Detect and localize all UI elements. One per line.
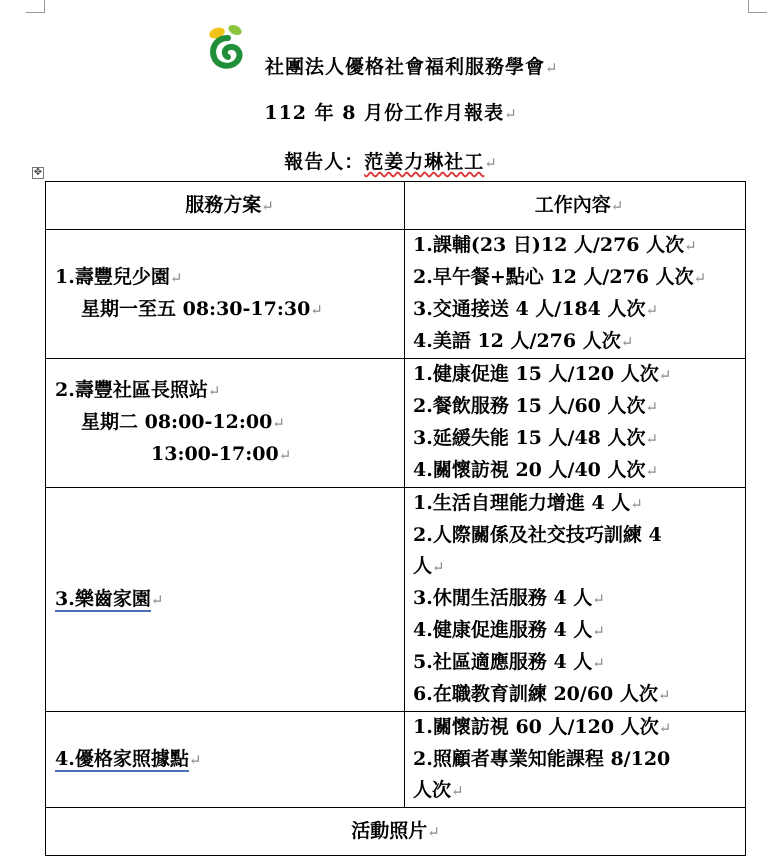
organization-logo bbox=[202, 22, 250, 70]
list-item: 5.社區適應服務 4 人↵ bbox=[413, 651, 605, 673]
list-item: 2.餐飲服務 15 人/60 人次↵ bbox=[413, 395, 659, 417]
activity-photos-header: 活動照片↵ bbox=[46, 808, 746, 856]
program-cell bbox=[46, 230, 405, 359]
table-row bbox=[46, 488, 746, 712]
program-cell bbox=[46, 488, 405, 712]
list-item: 2.照顧者專業知能課程 8/120 bbox=[413, 748, 671, 770]
program-schedule: 星期一至五 08:30-17:30↵ bbox=[81, 298, 323, 320]
table-move-handle[interactable]: ✥ bbox=[33, 167, 43, 178]
list-item: 3.延緩失能 15 人/48 人次↵ bbox=[413, 427, 659, 449]
list-item: 1.關懷訪視 60 人/120 人次↵ bbox=[413, 716, 672, 738]
page-corner-marker bbox=[26, 0, 45, 13]
table-row bbox=[46, 230, 746, 359]
column-header-program: 服務方案↵ bbox=[46, 182, 405, 230]
report-title: 112 年 8 月份工作月報表↵ bbox=[264, 102, 518, 124]
program-schedule: 星期二 08:00-12:00↵ bbox=[81, 411, 285, 433]
program-cell bbox=[46, 712, 405, 808]
list-item: 2.早午餐+點心 12 人/276 人次↵ bbox=[413, 266, 707, 288]
reporter-line: 報告人：范姜力琳社工↵ bbox=[284, 151, 498, 173]
table-header-row bbox=[46, 182, 746, 230]
list-item: 4.關懷訪視 20 人/40 人次↵ bbox=[413, 459, 659, 481]
table-footer-row bbox=[46, 808, 746, 856]
program-name: 2.壽豐社區長照站↵ bbox=[55, 379, 221, 401]
list-item: 1.生活自理能力增進 4 人↵ bbox=[413, 492, 643, 514]
content-cell bbox=[405, 488, 746, 712]
table-row bbox=[46, 359, 746, 488]
program-name: 4.優格家照據點↵ bbox=[55, 747, 202, 770]
list-item: 4.美語 12 人/276 人次↵ bbox=[413, 330, 634, 352]
program-name: 3.樂齒家園↵ bbox=[55, 587, 164, 610]
work-report-table bbox=[45, 181, 746, 856]
list-item: 人次↵ bbox=[413, 779, 464, 801]
content-cell bbox=[405, 230, 746, 359]
list-item: 1.課輔(23 日)12 人/276 人次↵ bbox=[413, 234, 697, 256]
list-item: 1.健康促進 15 人/120 人次↵ bbox=[413, 363, 672, 385]
list-item: 3.交通接送 4 人/184 人次↵ bbox=[413, 298, 659, 320]
organization-name: 社團法人優格社會福利服務學會↵ bbox=[265, 56, 559, 78]
program-cell bbox=[46, 359, 405, 488]
list-item: 4.健康促進服務 4 人↵ bbox=[413, 619, 605, 641]
page-corner-marker bbox=[748, 0, 767, 13]
list-item: 人↵ bbox=[413, 555, 445, 577]
list-item: 3.休閒生活服務 4 人↵ bbox=[413, 587, 605, 609]
content-cell bbox=[405, 359, 746, 488]
program-schedule: 13:00-17:00↵ bbox=[151, 443, 292, 465]
table-row bbox=[46, 712, 746, 808]
list-item: 6.在職教育訓練 20/60 人次↵ bbox=[413, 683, 671, 705]
column-header-content: 工作內容↵ bbox=[405, 182, 746, 230]
list-item: 2.人際關係及社交技巧訓練 4 bbox=[413, 524, 662, 546]
program-name: 1.壽豐兒少園↵ bbox=[55, 266, 183, 288]
content-cell bbox=[405, 712, 746, 808]
